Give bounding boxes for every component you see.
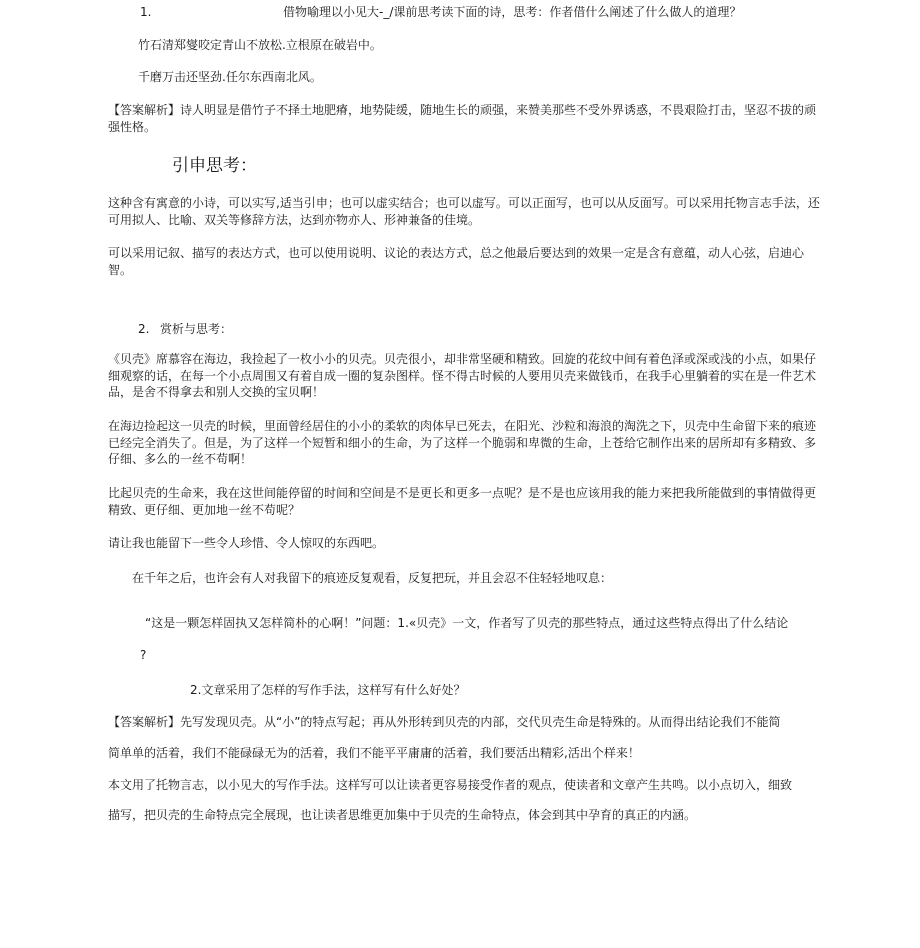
shell-paragraph-1: 《贝壳》席慕容在海边，我捡起了一枚小小的贝壳。贝壳很小，却非常坚硬和精致。回旋的花纹中间有着色泽或深或浅的小点，如果仔细观察的话，在每一个小点周围又有着自成一圈的复杂图样。怪不得古时候的人要用贝壳来做钱币，在我手心里躺着的实在是一件艺术品，是舍不得拿去和别人交换的宝贝啊！ [108, 352, 817, 399]
extension-paragraph-1: 这种含有寓意的小诗，可以实写,适当引申；也可以虚实结合；也可以虚写。可以正面写，也可以从反面写。可以采用托物言志手法，还可用拟人、比喻、双关等修辞方法，达到亦物亦人、形神兼备的佳境。 [108, 196, 820, 227]
poem-line-1: 竹石清郑燮咬定青山不放松.立根原在破岩中。 [138, 38, 382, 52]
question-1-number: 1. [140, 5, 152, 19]
shell-paragraph-5: 在千年之后，也许会有人对我留下的痕迹反复观看，反复把玩，并且会忍不住轻轻地叹息： [132, 571, 613, 585]
extension-heading: 引申思考： [172, 156, 257, 176]
shell-paragraph-3: 比起贝壳的生命来，我在这世间能停留的时间和空间是不是更长和更多一点呢？是不是也应该用我的能力来把我所能做到的事情做得更精致、更仔细、更加地一丝不苟呢？ [108, 486, 817, 517]
question-2-title: 赏析与思考： [160, 322, 233, 336]
extension-paragraph-2: 可以采用记叙、描写的表达方式，也可以使用说明、议论的表达方式，总之他最后要达到的效果一定是含有意蕴，动人心弦，启迪心智。 [108, 246, 805, 277]
question-1-prompt: 借物喻理以小见大-_/课前思考读下面的诗，思考：作者借什么阐述了什么做人的道理？ [283, 5, 742, 19]
question-2-subquestion: 2.文章采用了怎样的写作手法，这样写有什么好处？ [190, 683, 466, 697]
question-2-number: 2. [138, 322, 150, 336]
shell-paragraph-2: 在海边捡起这一贝壳的时候，里面曾经居住的小小的柔软的肉体早已死去，在阳光、沙粒和海浪的淘洗之下，贝壳中生命留下来的痕迹已经完全消失了。但是，为了这样一个短暂和细小的生命，为了这样一个脆弱和卑微的生命，上苍给它制作出来的居所却有多精致、多仔细、多么的一丝不苟啊！ [108, 419, 817, 466]
question-2-answer-line-4: 描写，把贝壳的生命特点完全展现，也让读者思维更加集中于贝壳的生命特点，体会到其中孕育的真正的内涵。 [108, 808, 697, 822]
question-2-answer-line-2: 简单单的活着，我们不能碌碌无为的活着，我们不能平平庸庸的活着，我们要活出精彩,活出个样来！ [108, 746, 640, 760]
poem-line-2: 千磨万击还坚劲.任尔东西南北风。 [138, 70, 322, 84]
shell-paragraph-6-end: ? [140, 648, 147, 662]
shell-paragraph-6: “这是一颗怎样固执又怎样简朴的心啊！”问题：1.«贝壳》一文，作者写了贝壳的那些特点，通过这些特点得出了什么结论 [145, 616, 789, 630]
question-2-answer-line-1: 【答案解析】先写发现贝壳。从“小”的特点写起；再从外形转到贝壳的内部，交代贝壳生命是特殊的。从而得出结论我们不能简 [108, 715, 781, 729]
shell-paragraph-4: 请让我也能留下一些令人珍惜、令人惊叹的东西吧。 [108, 536, 385, 550]
question-1-answer: 【答案解析】诗人明显是借竹子不择土地肥瘠，地势陡缓，随地生长的顽强，来赞美那些不受外界诱惑，不畏艰险打击，坚忍不拔的顽强性格。 [108, 103, 817, 134]
question-2-answer-line-3: 本文用了托物言志，以小见大的写作手法。这样写可以让读者更容易接受作者的观点，使读者和文章产生共鸣。以小点切入，细致 [108, 778, 793, 792]
